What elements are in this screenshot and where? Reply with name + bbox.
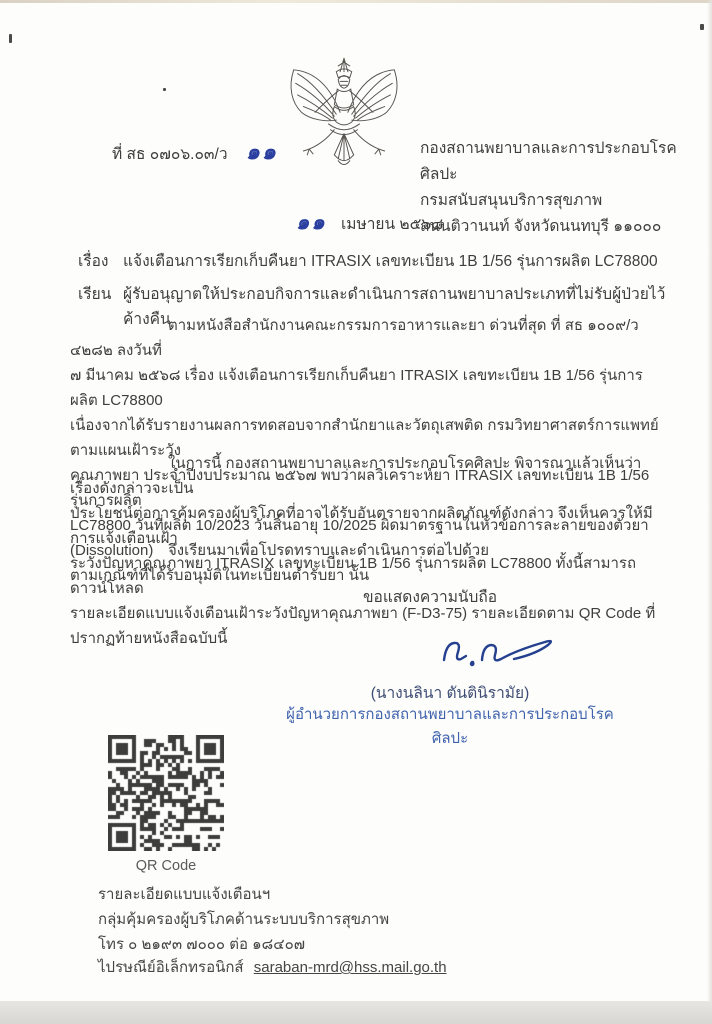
email-row xyxy=(98,955,447,979)
signature-handwritten xyxy=(430,620,570,672)
sender-address-line: กรมสนับสนุนบริการสุขภาพ xyxy=(420,192,603,209)
addressee-label: เรียน xyxy=(78,286,112,303)
signer-title: ผู้อำนวยการกองสถานพยาบาลและการประกอบโรคศิลปะ xyxy=(286,706,614,747)
body-line: ระวังปัญหาคุณภาพยา ITRASIX เลขทะเบียน 1B 1/56 รุ่นการผลิต LC78800 ทั้งนี้สามารถดาวน์โหลด xyxy=(70,555,637,597)
scan-top-edge xyxy=(0,0,712,3)
signer-name: (นางนลินา ตันตินิรามัย) xyxy=(370,685,530,702)
qr-code-image xyxy=(108,735,224,851)
body-line: คุณภาพยา ประจำปีงบประมาณ ๒๕๖๗ พบว่าผลวิเคราะห์ยา ITRASIX เลขทะเบียน 1B 1/56 รุ่นการผลิต xyxy=(70,467,650,509)
date-month-year: เมษายน ๒๕๖๘ xyxy=(340,216,444,233)
body-line: รายละเอียดแบบแจ้งเตือนเฝ้าระวังปัญหาคุณภาพยา (F-D3-75) รายละเอียดตาม QR Code ที่ปรากฏท้ายหนังสือฉบับนี้ xyxy=(70,605,656,647)
garuda-emblem-icon xyxy=(286,56,402,188)
footer-contact-block xyxy=(98,882,389,957)
closing-phrase: ขอแสดงความนับถือ xyxy=(362,589,498,606)
footer-contact-line: รายละเอียดแบบแจ้งเตือนฯ xyxy=(98,886,271,903)
sender-address-line: กองสถานพยาบาลและการประกอบโรคศิลปะ xyxy=(420,140,677,183)
body-line: LC78800 วันที่ผลิต 10/2023 วันสิ้นอายุ 10/2025 ผิดมาตรฐานในหัวข้อการละลายของตัวยา (Dissolution) xyxy=(70,517,649,559)
date-row xyxy=(296,206,443,239)
scan-speck xyxy=(700,24,704,30)
subject-text: แจ้งเตือนการเรียกเก็บคืนยา ITRASIX เลขทะเบียน 1B 1/56 รุ่นการผลิต LC78800 xyxy=(123,253,658,270)
subject-row xyxy=(78,248,678,273)
footer-contact-line: กลุ่มคุ้มครองผู้บริโภคด้านระบบบริการสุขภาพ xyxy=(98,911,390,928)
scan-speck xyxy=(163,88,166,91)
addressee-text: ผู้รับอนุญาตให้ประกอบกิจการและดำเนินการสถานพยาบาลประเภทที่ไม่รับผู้ป่วยไว้ค้างคืน xyxy=(123,286,666,328)
email-address-link[interactable]: saraban-mrd@hss.mail.go.th xyxy=(253,959,447,976)
body-line: ในการนี้ กองสถานพยาบาลและการประกอบโรคศิลปะ พิจารณาแล้วเห็นว่าเรื่องดังกล่าวจะเป็น xyxy=(70,455,642,497)
sender-address-line: ถนนติวานนท์ จังหวัดนนทบุรี ๑๑๐๐๐ xyxy=(420,218,662,235)
body-line: ๗ มีนาคม ๒๕๖๘ เรื่อง แจ้งเตือนการเรียกเก็บคืนยา ITRASIX เลขทะเบียน 1B 1/56 รุ่นการผลิต LC78800 xyxy=(70,367,643,409)
footer-contact-line: โทร ๐ ๒๑๙๓ ๗๐๐๐ ต่อ ๑๘๔๐๗ xyxy=(98,936,306,953)
scan-speck xyxy=(9,34,12,43)
subject-label: เรื่อง xyxy=(78,253,109,270)
qr-code-caption: QR Code xyxy=(135,858,197,874)
email-label: ไปรษณีย์อิเล็กทรอนิกส์ xyxy=(98,959,244,976)
body-line: เนื่องจากได้รับรายงานผลการทดสอบจากสำนักยาและวัตถุเสพติด กรมวิทยาศาสตร์การแพทย์ ตามแผนเฝ้าระวัง xyxy=(70,417,659,459)
reference-number-handwritten: ๑๑ xyxy=(245,139,278,165)
body-paragraph-3: จึงเรียนมาเพื่อโปรดทราบและดำเนินการต่อไปด้วย xyxy=(168,542,489,559)
reference-number-label: ที่ สธ ๐๗๐๖.๐๓/ว xyxy=(112,146,228,163)
reference-number-row xyxy=(112,134,278,169)
scan-bottom-band xyxy=(0,1001,712,1024)
body-line: ตามเกณฑ์ที่ได้รับอนุมัติในทะเบียนตำรับยา นั้น xyxy=(70,567,370,584)
body-line: ประโยชน์ต่อการคุ้มครองผู้บริโภคที่อาจได้รับอันตรายจากผลิตภัณฑ์ดังกล่าว จึงเห็นควรให้มีการแจ้งเตือนเฝ้า xyxy=(70,505,653,547)
date-day-handwritten: ๑๑ xyxy=(296,209,327,234)
sender-address-block xyxy=(420,136,712,240)
body-line: ตามหนังสือสำนักงานคณะกรรมการอาหารและยา ด่วนที่สุด ที่ สธ ๑๐๐๙/ว ๔๒๘๒ ลงวันที่ xyxy=(70,317,639,359)
